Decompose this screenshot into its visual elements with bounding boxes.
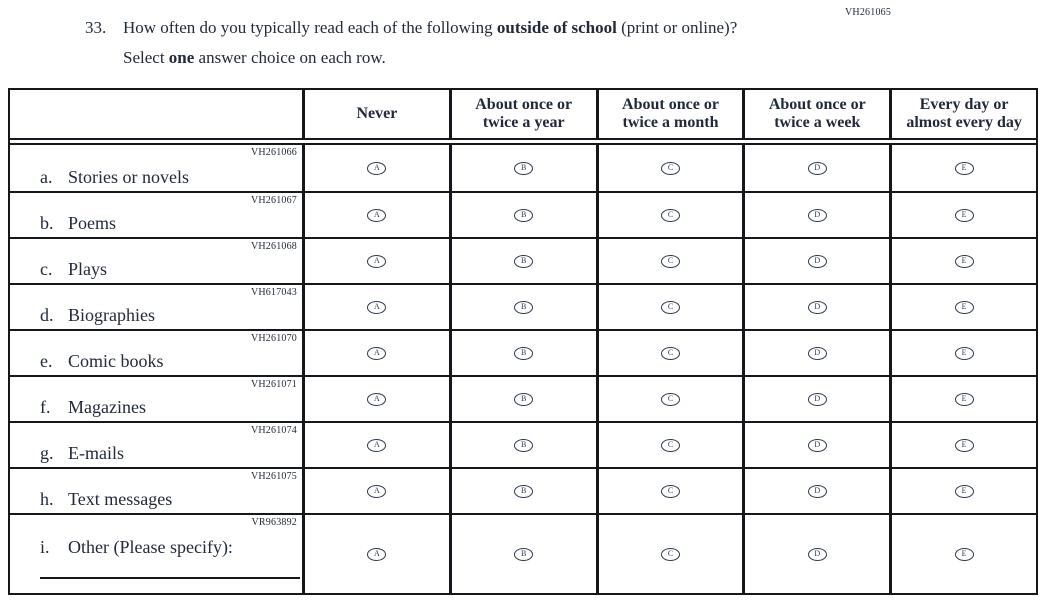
row-text: Comic books [68,351,164,371]
answer-bubble-d[interactable]: D [808,301,827,314]
row-label [40,305,155,326]
row-letter: h. [40,489,54,509]
option-cell [449,469,596,513]
row-label [40,489,172,510]
option-cell [302,145,449,191]
row-text: Magazines [68,397,146,417]
table-row-other [10,513,1036,593]
answer-bubble-d[interactable]: D [808,439,827,452]
option-cell [889,515,1036,593]
row-label-cell [10,193,302,237]
option-cell [742,193,889,237]
option-cell [302,239,449,283]
row-letter: a. [40,167,53,187]
header-never: Never [302,90,449,138]
row-label [40,259,107,280]
row-letter: f. [40,397,51,417]
row-label-cell [10,239,302,283]
table-row-comic-books [10,329,1036,375]
answer-bubble-c[interactable]: C [661,301,680,314]
answer-bubble-c[interactable]: C [661,548,680,561]
option-cell [596,423,743,467]
option-cell [742,239,889,283]
answer-bubble-b[interactable]: B [514,209,533,222]
option-cell [596,285,743,329]
answer-bubble-a[interactable]: A [367,301,386,314]
option-cell [449,285,596,329]
write-in-line[interactable] [40,577,300,579]
option-cell [742,377,889,421]
answer-bubble-a[interactable]: A [367,393,386,406]
row-text: E-mails [68,443,124,463]
row-text: Plays [68,259,108,279]
question-line [123,13,737,43]
table-row-biographies [10,283,1036,329]
option-cell [889,331,1036,375]
option-cell [889,285,1036,329]
answer-bubble-b[interactable]: B [514,301,533,314]
answer-bubble-e[interactable]: E [955,209,974,222]
option-cell [889,377,1036,421]
option-cell [596,145,743,191]
row-code: VH261068 [250,241,297,252]
table-row-stories [10,145,1036,191]
row-label-cell [10,515,302,593]
answer-bubble-e[interactable]: E [955,485,974,498]
answer-bubble-b[interactable]: B [514,485,533,498]
answer-bubble-d[interactable]: D [808,347,827,360]
answer-bubble-a[interactable]: A [367,162,386,175]
option-cell [449,515,596,593]
question-text [123,13,737,73]
option-cell [596,515,743,593]
option-cell [449,377,596,421]
row-code: VH261074 [250,425,297,436]
row-label-cell [10,377,302,421]
answer-bubble-d[interactable]: D [808,393,827,406]
option-cell [596,377,743,421]
header-once-twice-week: About once or twice a week [742,90,889,138]
answer-bubble-b[interactable]: B [514,255,533,268]
answer-bubble-c[interactable]: C [661,393,680,406]
option-cell [302,285,449,329]
question-text-prefix: How often do you typically read each of the following [123,18,497,37]
answer-bubble-b[interactable]: B [514,347,533,360]
row-text: Poems [68,213,117,233]
table-row-text-messages [10,467,1036,513]
answer-bubble-e[interactable]: E [955,162,974,175]
row-label-cell [10,469,302,513]
row-label-cell [10,423,302,467]
row-label [40,351,164,372]
answer-bubble-e[interactable]: E [955,301,974,314]
answer-bubble-b[interactable]: B [514,162,533,175]
row-label [40,537,233,558]
row-letter: g. [40,443,54,463]
table-row-magazines [10,375,1036,421]
answer-bubble-d[interactable]: D [808,548,827,561]
row-label [40,443,124,464]
row-letter: e. [40,351,53,371]
row-label [40,397,146,418]
option-cell [449,331,596,375]
option-cell [302,193,449,237]
option-cell [889,423,1036,467]
option-cell [449,423,596,467]
question-number: 33. [85,18,107,37]
header-once-twice-year: About once or twice a year [449,90,596,138]
answer-matrix-table [8,88,1038,595]
answer-bubble-c[interactable]: C [661,439,680,452]
option-cell [302,331,449,375]
header-label-cell [10,90,302,138]
answer-bubble-e[interactable]: E [955,439,974,452]
option-cell [449,193,596,237]
row-letter: d. [40,305,54,325]
option-cell [302,515,449,593]
option-cell [889,193,1036,237]
answer-bubble-d[interactable]: D [808,255,827,268]
answer-bubble-a[interactable]: A [367,548,386,561]
row-letter: c. [40,259,53,279]
answer-bubble-a[interactable]: A [367,347,386,360]
option-cell [889,239,1036,283]
answer-bubble-a[interactable]: A [367,209,386,222]
row-text: Other (Please specify): [68,537,233,557]
option-cell [449,239,596,283]
row-letter: i. [40,537,50,557]
table-row-poems [10,191,1036,237]
option-cell [742,469,889,513]
answer-bubble-b[interactable]: B [514,393,533,406]
answer-bubble-e[interactable]: E [955,255,974,268]
question-block [85,13,737,73]
option-cell [742,331,889,375]
row-letter: b. [40,213,54,233]
row-code: VH261070 [250,333,297,344]
option-cell [889,469,1036,513]
row-label-cell [10,285,302,329]
table-row-plays [10,237,1036,283]
table-header-row [10,90,1036,145]
row-code: VH261075 [250,471,297,482]
answer-bubble-c[interactable]: C [661,209,680,222]
header-every-day: Every day or almost every day [889,90,1036,138]
option-cell [596,331,743,375]
answer-bubble-d[interactable]: D [808,162,827,175]
row-text: Biographies [68,305,155,325]
answer-bubble-e[interactable]: E [955,548,974,561]
row-label-cell [10,331,302,375]
row-text: Stories or novels [68,167,189,187]
instruction-suffix: answer choice on each row. [194,48,386,67]
row-text: Text messages [68,489,173,509]
option-cell [596,193,743,237]
instruction-line [123,43,737,73]
answer-bubble-a[interactable]: A [367,485,386,498]
answer-bubble-c[interactable]: C [661,485,680,498]
question-text-bold: outside of school [496,18,617,37]
header-once-twice-month: About once or twice a month [596,90,743,138]
row-code: VR963892 [251,517,297,528]
row-code: VH261066 [250,147,297,158]
answer-bubble-c[interactable]: C [661,162,680,175]
table-row-emails [10,421,1036,467]
option-cell [302,377,449,421]
option-cell [742,515,889,593]
option-cell [742,145,889,191]
question-text-suffix: (print or online)? [616,18,738,37]
option-cell [596,239,743,283]
row-label [40,213,116,234]
option-cell [596,469,743,513]
answer-bubble-d[interactable]: D [808,485,827,498]
instruction-bold: one [168,48,195,67]
option-cell [742,423,889,467]
answer-bubble-d[interactable]: D [808,209,827,222]
row-code: VH261067 [250,195,297,206]
option-cell [302,423,449,467]
instruction-prefix: Select [123,48,169,67]
row-code: VH261071 [250,379,297,390]
answer-bubble-c[interactable]: C [661,255,680,268]
row-code: VH617043 [250,287,297,298]
option-cell [302,469,449,513]
answer-bubble-b[interactable]: B [514,439,533,452]
answer-bubble-b[interactable]: B [514,548,533,561]
row-label-cell [10,145,302,191]
answer-bubble-a[interactable]: A [367,255,386,268]
question-code: VH261065 [845,7,892,18]
answer-bubble-a[interactable]: A [367,439,386,452]
row-label [40,167,189,188]
option-cell [449,145,596,191]
answer-bubble-c[interactable]: C [661,347,680,360]
option-cell [742,285,889,329]
answer-bubble-e[interactable]: E [955,393,974,406]
answer-bubble-e[interactable]: E [955,347,974,360]
option-cell [889,145,1036,191]
